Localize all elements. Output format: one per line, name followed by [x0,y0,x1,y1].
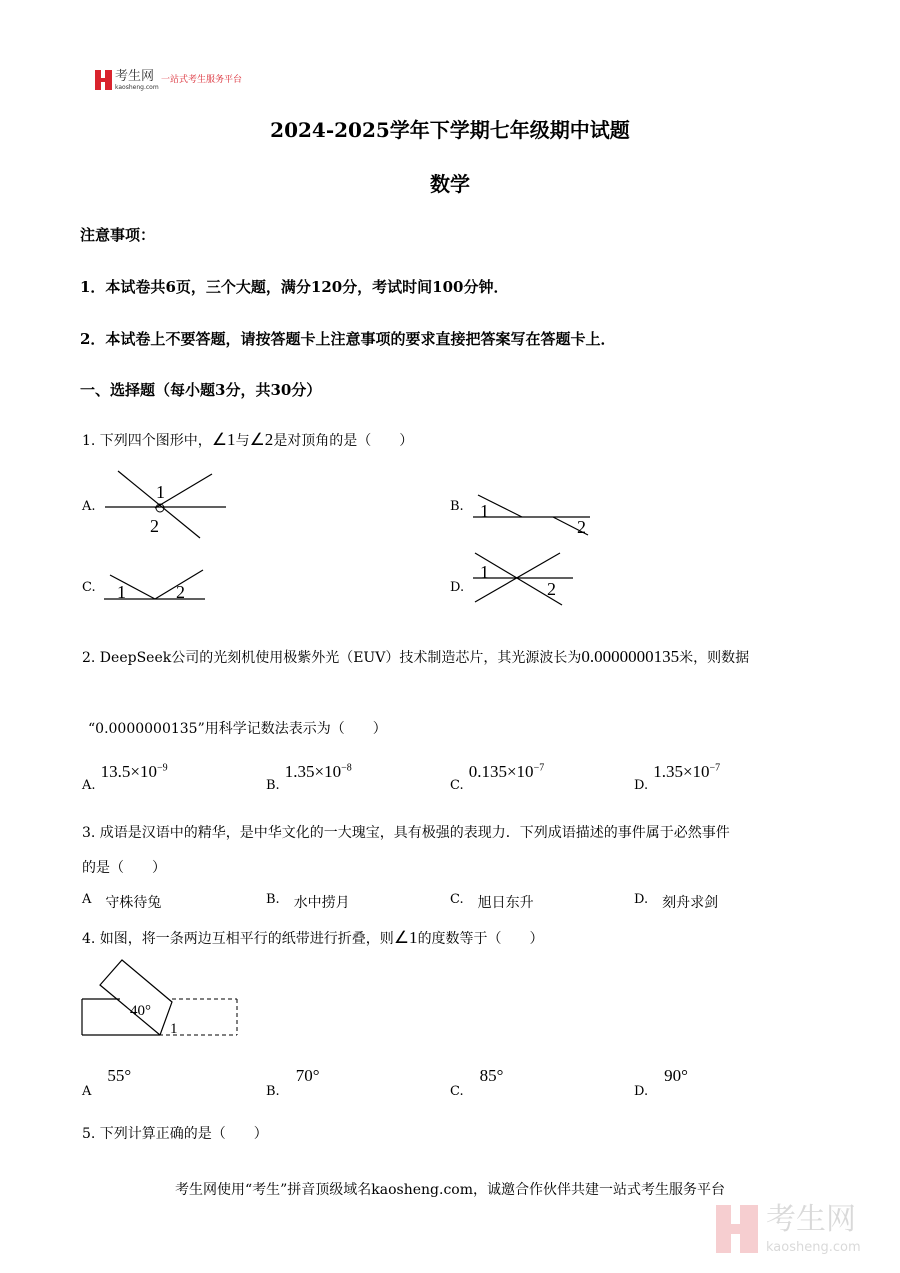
question-2: 2. DeepSeek公司的光刻机使用极紫外光（EUV）技术制造芯片，其光源波长为0.0000000135米，则数据 [82,647,750,666]
option-label: D. [450,580,465,595]
subject-title: 数学 [430,172,470,196]
q3-option-c[interactable]: C. 旭日东升 [450,892,534,911]
option-label: A. [82,499,96,514]
q2-option-b[interactable]: $_{B.}$ $1.35\times 10^{-8}$ [266,762,352,793]
q4-option-b[interactable]: $_{B.}$ 70° [266,1066,320,1099]
svg-text:2: 2 [577,517,586,537]
site-logo [95,69,243,94]
figure-option-d [470,550,580,610]
figure-folded-strip [80,955,240,1040]
svg-text:1: 1 [117,582,126,602]
figure-option-c [100,565,210,605]
option-label: B. [450,499,464,514]
question-4: 4. 如图，将一条两边互相平行的纸带进行折叠，则∠1的度数等于（ ） [82,928,544,947]
note-item: 2．本试卷上不要答题，请按答题卡上注意事项的要求直接把答案写在答题卡上． [80,330,616,348]
figure-option-b [470,490,595,540]
q4-option-c[interactable]: $_{C.}$ 85° [450,1066,504,1099]
logo-text: 考生网 [115,69,155,84]
q4-option-d[interactable]: $_{D.}$ 90° [634,1066,688,1099]
q3-option-b[interactable]: B. 水中捞月 [266,892,350,911]
q4-option-a[interactable]: $_A$ 55° [82,1066,132,1099]
note-item: 1．本试卷共6页，三个大题，满分120分，考试时间100分钟． [80,278,509,296]
section-heading: 一、选择题（每小题3分，共30分） [80,381,322,399]
q3-option-a[interactable]: A 守株待兔 [82,892,162,911]
watermark-logo [716,1202,861,1257]
q2-option-a[interactable]: $_{A.}$ $13.5\times 10^{-9}$ [82,762,168,793]
svg-text:40°: 40° [130,1003,151,1019]
watermark-subtext: kaosheng.com [766,1240,861,1255]
svg-text:1: 1 [156,482,165,502]
page-title: 2024-2025学年下学期七年级期中试题 [270,118,630,142]
q2-option-d[interactable]: $_{D.}$ $1.35\times 10^{-7}$ [634,762,721,793]
figure-option-a [100,468,230,543]
watermark-text: 考生网 [766,1202,856,1237]
q2-option-c[interactable]: $_{C.}$ $0.135\times 10^{-7}$ [450,762,545,793]
svg-text:2: 2 [176,582,185,602]
question-3: 3. 成语是汉语中的精华，是中华文化的一大瑰宝，具有极强的表现力．下列成语描述的事件属于必然事件 [82,825,730,841]
notes-heading: 注意事项： [80,226,156,244]
svg-text:1: 1 [170,1021,178,1037]
page-footer: 考生网使用“考生”拼音顶级域名kaosheng.com，诚邀合作伙伴共建一站式考生服务平台 [174,1182,726,1198]
svg-text:1: 1 [480,501,489,521]
q3-option-d[interactable]: D. 刻舟求剑 [634,892,719,911]
svg-text:2: 2 [150,516,159,536]
option-label: C. [82,580,96,595]
question-5: 5. 下列计算正确的是（ ） [82,1126,268,1142]
question-1: 1. 下列四个图形中，∠1与∠2是对顶角的是（ ） [82,430,414,449]
logo-mark-icon [95,70,113,90]
svg-text:1: 1 [480,562,489,582]
question-2-line2: “0.0000000135”用科学记数法表示为（ ） [88,721,387,737]
logo-subtext: kaosheng.com [115,84,159,91]
svg-text:2: 2 [547,579,556,599]
question-3-line2: 的是（ ） [82,860,166,876]
logo-slogan: 一站式考生服务平台 [161,75,243,85]
